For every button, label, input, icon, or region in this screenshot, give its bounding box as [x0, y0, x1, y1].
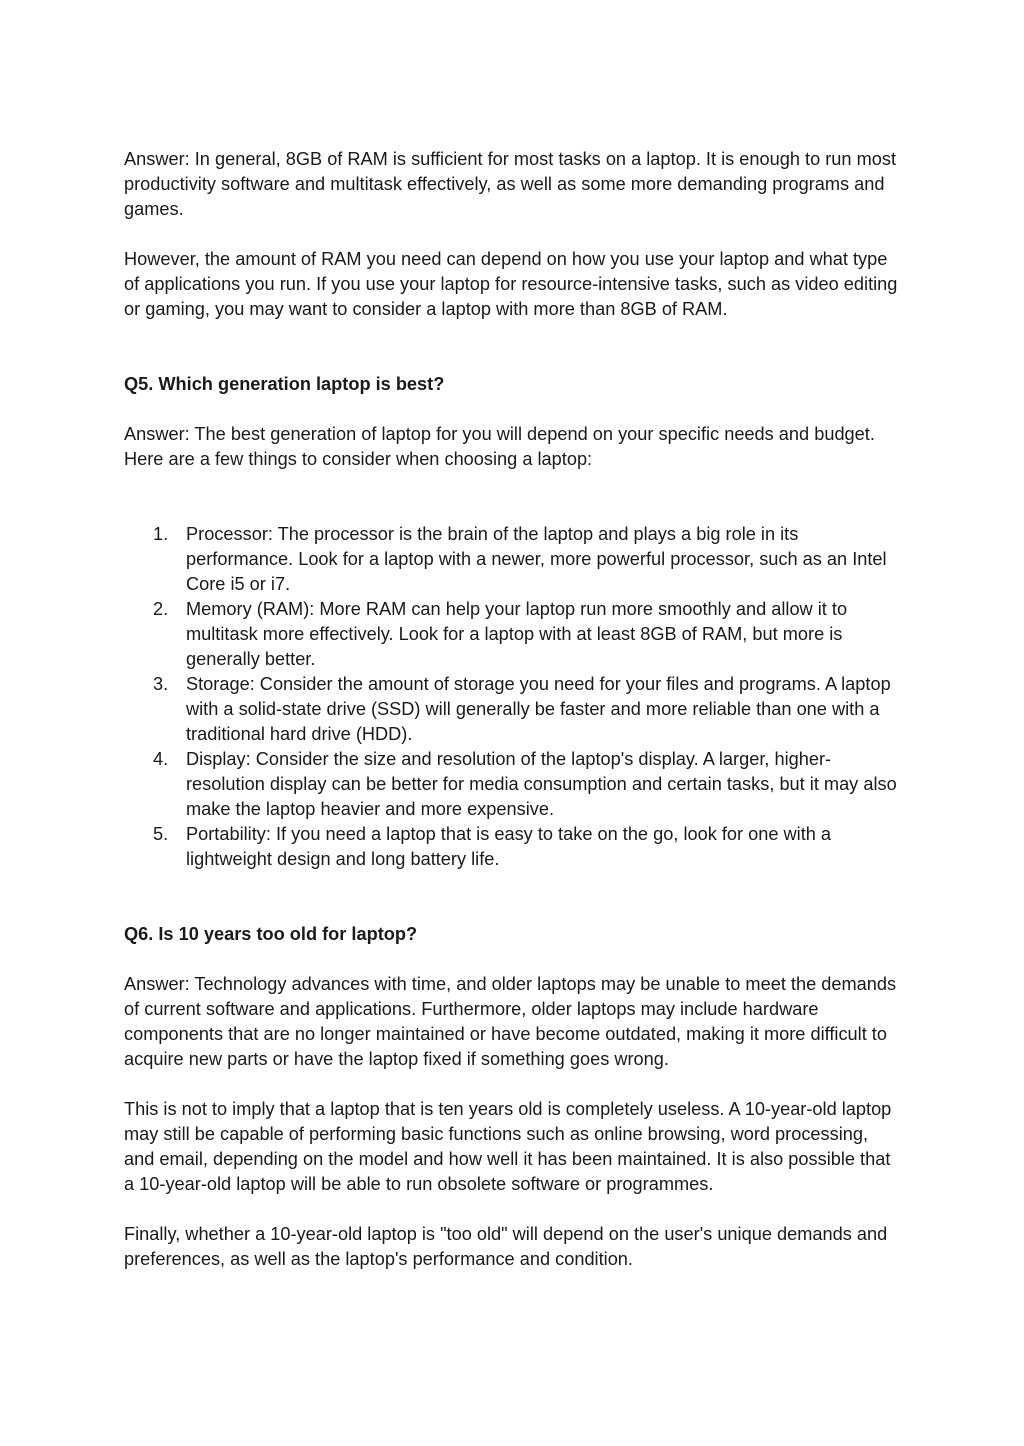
- document-page: [124, 147, 900, 1297]
- list-item-text: Processor: The processor is the brain of the laptop and plays a big role in its performance. Look for a laptop with a newer, more powerful processor, such as an Intel Core i5 or i7.: [186, 524, 887, 594]
- list-item: [124, 522, 900, 597]
- list-item: [124, 672, 900, 747]
- q5-considerations-list: [124, 522, 900, 872]
- list-item-text: Memory (RAM): More RAM can help your laptop run more smoothly and allow it to multitask more effectively. Look for a laptop with at least 8GB of RAM, but more is generally better.: [186, 599, 848, 669]
- list-item: [124, 597, 900, 672]
- q4-answer-paragraph: Answer: In general, 8GB of RAM is sufficient for most tasks on a laptop. It is enough to run most productivity software and multitask effectively, as well as some more demanding programs and games.: [124, 149, 896, 219]
- list-item: [124, 747, 900, 822]
- q5-question-heading: Q5. Which generation laptop is best?: [124, 374, 445, 394]
- q6-answer-paragraph-3: Finally, whether a 10-year-old laptop is "too old" will depend on the user's unique demands and preferences, as well as the laptop's performance and condition.: [124, 1224, 888, 1269]
- list-item-text: Portability: If you need a laptop that is easy to take on the go, look for one with a lightweight design and long battery life.: [186, 824, 832, 869]
- list-item: [124, 822, 900, 872]
- q6-question-heading: Q6. Is 10 years too old for laptop?: [124, 924, 418, 944]
- list-item-number: 4.: [153, 749, 169, 769]
- list-item-text: Display: Consider the size and resolution of the laptop's display. A larger, higher-resolution display can be better for media consumption and certain tasks, but it may also make the laptop heavier and more expensive.: [186, 749, 897, 819]
- list-item-text: Storage: Consider the amount of storage you need for your files and programs. A laptop with a solid-state drive (SSD) will generally be faster and more reliable than one with a traditional hard drive (HDD).: [186, 674, 891, 744]
- q4-answer-paragraph-2: However, the amount of RAM you need can depend on how you use your laptop and what type of applications you run. If you use your laptop for resource-intensive tasks, such as video editing or gaming, you may want to consider a laptop with more than 8GB of RAM.: [124, 249, 898, 319]
- list-item-number: 3.: [153, 674, 169, 694]
- list-item-number: 5.: [153, 824, 169, 844]
- list-item-number: 2.: [153, 599, 169, 619]
- q6-answer-paragraph-2: This is not to imply that a laptop that is ten years old is completely useless. A 10-year-old laptop may still be capable of performing basic functions such as online browsing, word processing, and email, depending on the model and how well it has been maintained. It is also possible that a 10-year-old laptop will be able to run obsolete software or programmes.: [124, 1099, 892, 1194]
- list-item-number: 1.: [153, 524, 169, 544]
- q6-answer-paragraph: Answer: Technology advances with time, and older laptops may be unable to meet the demands of current software and applications. Furthermore, older laptops may include hardware components that are no longer maintained or have become outdated, making it more difficult to acquire new parts or have the laptop fixed if something goes wrong.: [124, 974, 897, 1069]
- q5-answer-paragraph: Answer: The best generation of laptop for you will depend on your specific needs and budget. Here are a few things to consider when choosing a laptop:: [124, 424, 875, 469]
